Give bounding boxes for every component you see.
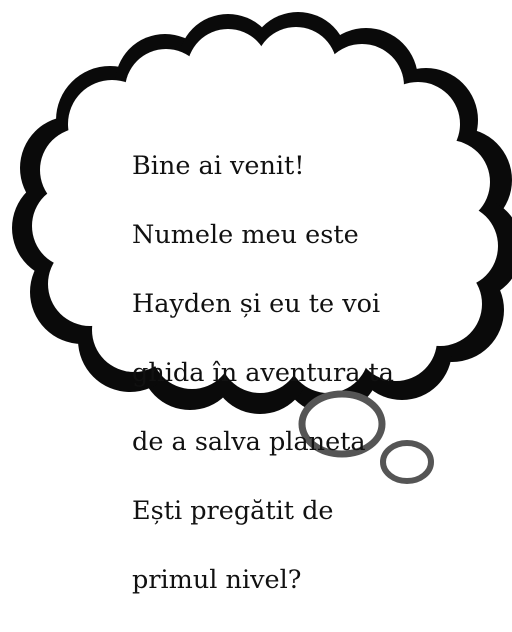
- dialogue-line: Numele meu este: [132, 219, 359, 250]
- dialogue-line: de a salva planeta: [132, 426, 366, 457]
- dialogue-line: Hayden și eu te voi: [132, 288, 381, 319]
- dialogue-line: Ești pregătit de: [132, 495, 334, 526]
- dialogue-text: [132, 114, 432, 632]
- dialogue-line: primul nivel?: [132, 564, 302, 595]
- dialogue-line: ghida în aventura ta: [132, 357, 394, 388]
- dialogue-line: Bine ai venit!: [132, 150, 305, 181]
